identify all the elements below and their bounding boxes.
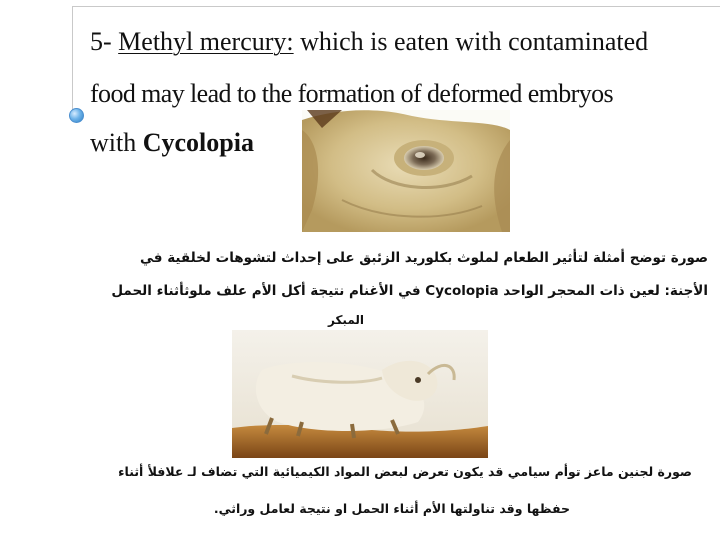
slide-border-top: [72, 6, 720, 7]
heading-line-3-prefix: with: [90, 128, 143, 157]
caption-1-line-1: صورة توضح أمثلة لتأثير الطعام لملوث بكلوريد الزئبق على إحداث لتشوهات لخلقية في: [140, 250, 708, 266]
slide-border-left: [72, 6, 73, 116]
item-number: 5-: [90, 27, 119, 56]
heading-line-1-rest: which is eaten with contaminated: [293, 27, 649, 56]
caption-2-line-2: حفظها وقد تناولتها الأم أثناء الحمل او نتيجة لعامل وراثي.: [213, 501, 570, 516]
bullet-dot-icon: [69, 108, 84, 123]
term-cycolopia: Cycolopia: [142, 128, 254, 157]
cyclops-animal-photo: [302, 110, 510, 232]
caption-1-line-2: الأجنة: لعين ذات المحجر الواحد Cycolopia في الأغنام نتيجة أكل الأم علف ملوثأثناء الحمل: [111, 283, 708, 299]
term-methyl-mercury: Methyl mercury:: [118, 27, 294, 56]
siamese-goat-photo: [232, 330, 488, 458]
heading-line-2: food may lead to the formation of deformed embryos: [90, 79, 614, 108]
heading-line-1: [90, 27, 710, 57]
caption-2-line-1: صورة لجنين ماعز توأم سيامي قد يكون تعرض لبعض المواد الكيميائية التي تضاف لـ علافلأ أثناء: [118, 464, 692, 479]
caption-1-line-3: المبكر: [327, 313, 364, 327]
